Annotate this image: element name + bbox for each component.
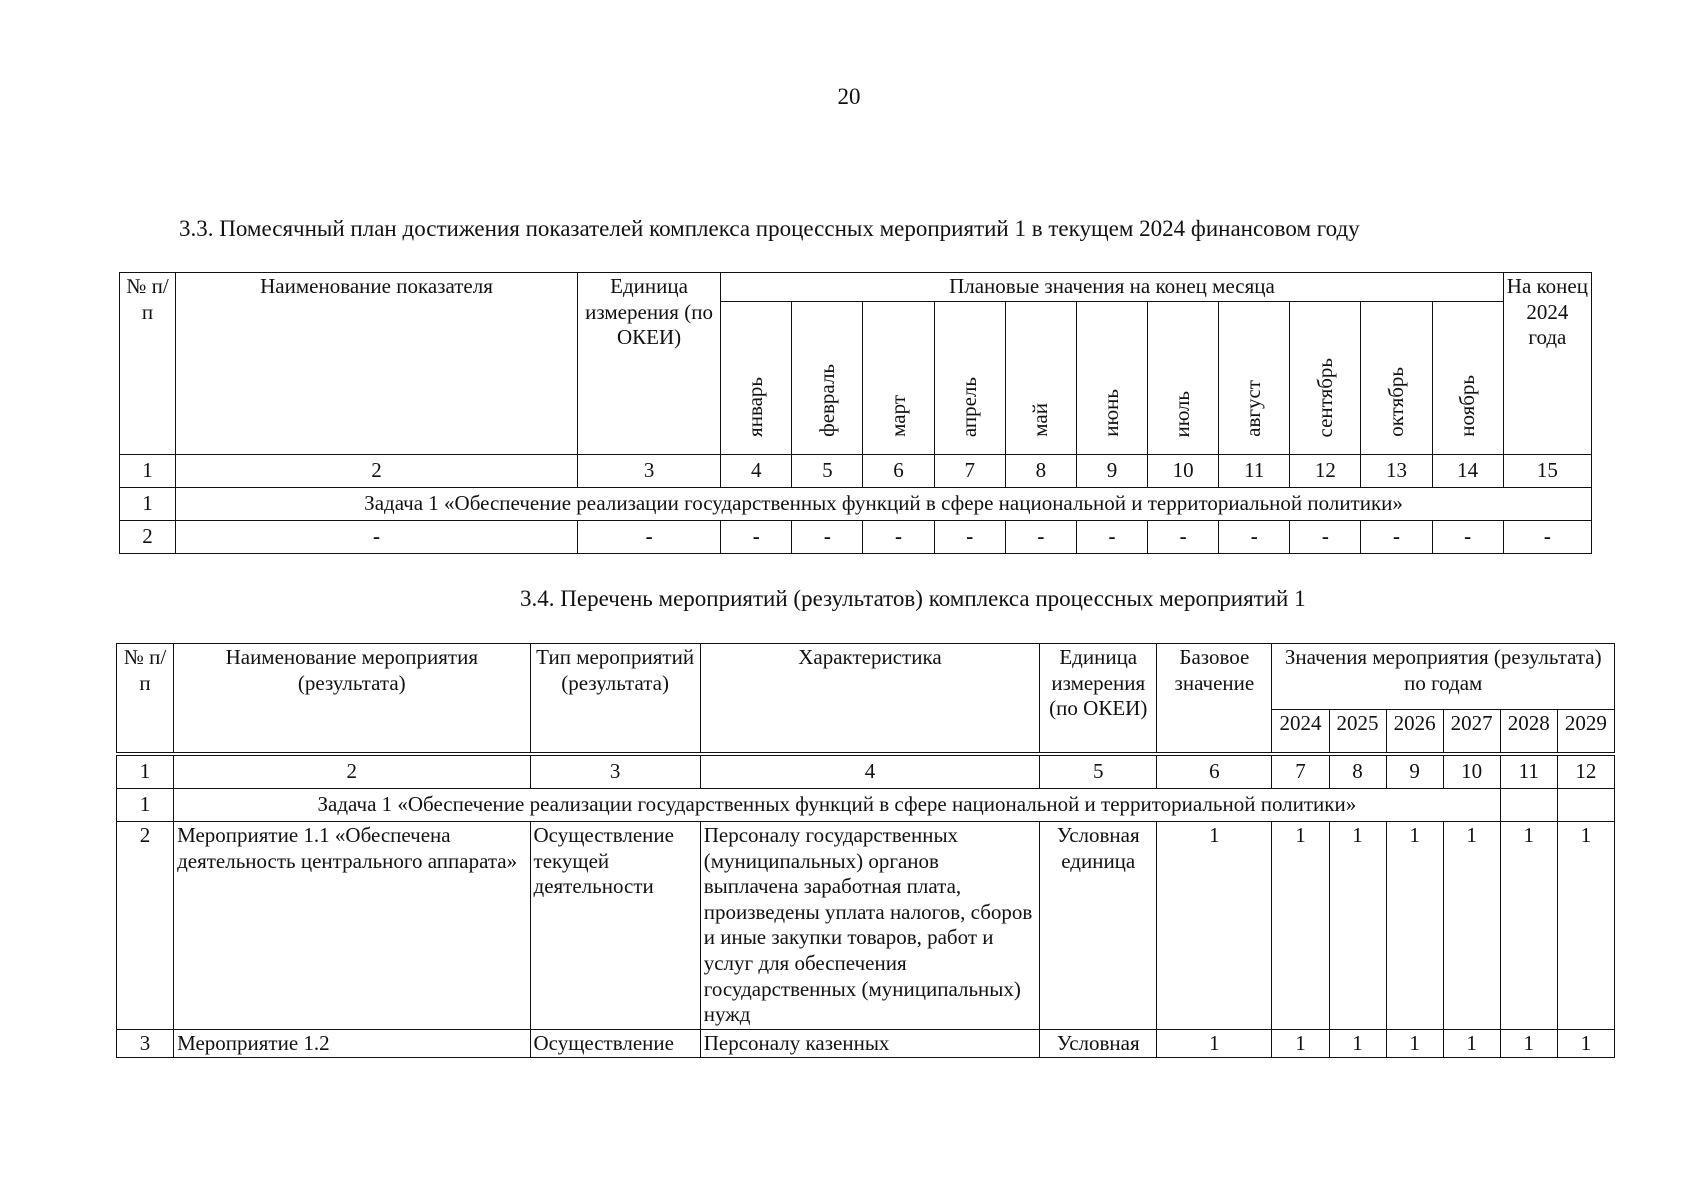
page-number: 20 bbox=[837, 84, 861, 109]
activity-characteristic: Персоналу казенных bbox=[700, 1029, 1039, 1058]
column-number: 6 bbox=[1157, 756, 1272, 789]
column-number: 3 bbox=[577, 454, 720, 487]
month-header: июнь bbox=[1076, 301, 1147, 454]
year-value: 1 bbox=[1443, 1029, 1500, 1058]
year-value: 1 bbox=[1272, 822, 1329, 1030]
table-cell: - bbox=[934, 520, 1005, 553]
task-row bbox=[120, 487, 1592, 520]
table-row bbox=[117, 1029, 1615, 1058]
table-cell: - bbox=[1503, 520, 1591, 553]
table-cell: - bbox=[792, 520, 863, 553]
column-number: 5 bbox=[1040, 756, 1157, 789]
column-number: 11 bbox=[1500, 756, 1557, 789]
column-number: 1 bbox=[120, 454, 176, 487]
month-header: апрель bbox=[934, 301, 1005, 454]
header-base-value: Базовое значение bbox=[1157, 644, 1272, 753]
year-header: 2027 bbox=[1443, 710, 1500, 753]
task-text: Задача 1 «Обеспечение реализации государственных функций в сфере национальной и территориальной политики» bbox=[176, 487, 1592, 520]
header-unit: Единица измерения (по ОКЕИ) bbox=[577, 273, 720, 455]
month-header: февраль bbox=[792, 301, 863, 454]
row-number: 1 bbox=[117, 789, 174, 822]
year-value: 1 bbox=[1386, 822, 1443, 1030]
column-number: 10 bbox=[1148, 454, 1219, 487]
header-indicator-name: Наименование показателя bbox=[176, 273, 578, 455]
column-number: 9 bbox=[1386, 756, 1443, 789]
header-characteristic: Характеристика bbox=[700, 644, 1039, 753]
month-header: июль bbox=[1148, 301, 1219, 454]
column-number: 7 bbox=[1272, 756, 1329, 789]
column-number: 8 bbox=[1005, 454, 1076, 487]
year-header: 2028 bbox=[1500, 710, 1557, 753]
table-row bbox=[117, 822, 1615, 1030]
activity-type: Осуществление текущей деятельности bbox=[530, 822, 700, 1030]
activities-table bbox=[116, 643, 1615, 1058]
activity-characteristic: Персоналу государственных (муниципальных) органов выплачена заработная плата, произведены уплата налогов, сборов и иные закупки товаров, работ и услуг для обеспечения государственных (муниципальных) нужд bbox=[700, 822, 1039, 1030]
year-header: 2024 bbox=[1272, 710, 1329, 753]
column-number: 15 bbox=[1503, 454, 1591, 487]
activity-name: Мероприятие 1.2 bbox=[174, 1029, 530, 1058]
column-number: 10 bbox=[1443, 756, 1500, 789]
column-number: 11 bbox=[1219, 454, 1290, 487]
row-number: 3 bbox=[117, 1029, 174, 1058]
column-number: 4 bbox=[721, 454, 792, 487]
header-plan-values: Плановые значения на конец месяца bbox=[721, 273, 1504, 302]
task-text: Задача 1 «Обеспечение реализации государственных функций в сфере национальной и территориальной политики» bbox=[174, 789, 1501, 822]
column-number: 12 bbox=[1290, 454, 1361, 487]
table-cell: - bbox=[1219, 520, 1290, 553]
monthly-plan-table bbox=[119, 272, 1592, 554]
column-number: 6 bbox=[863, 454, 934, 487]
column-number: 8 bbox=[1329, 756, 1386, 789]
row-number: 2 bbox=[120, 520, 176, 553]
column-number: 9 bbox=[1076, 454, 1147, 487]
year-value: 1 bbox=[1500, 1029, 1557, 1058]
column-number: 5 bbox=[792, 454, 863, 487]
table-cell: - bbox=[1361, 520, 1432, 553]
header-num: № п/п bbox=[117, 644, 174, 753]
column-number: 4 bbox=[700, 756, 1039, 789]
table-cell: - bbox=[1005, 520, 1076, 553]
year-value: 1 bbox=[1443, 822, 1500, 1030]
section-3-3-title: 3.3. Помесячный план достижения показателей комплекса процессных мероприятий 1 в текущем 2024 финансовом году bbox=[179, 216, 1360, 241]
task-row bbox=[117, 789, 1615, 822]
year-value: 1 bbox=[1500, 822, 1557, 1030]
column-number: 7 bbox=[934, 454, 1005, 487]
year-value: 1 bbox=[1557, 822, 1614, 1030]
month-header: май bbox=[1005, 301, 1076, 454]
year-value: 1 bbox=[1386, 1029, 1443, 1058]
header-activity-name: Наименование мероприятия (результата) bbox=[174, 644, 530, 753]
column-number: 14 bbox=[1432, 454, 1503, 487]
unit: Условная bbox=[1040, 1029, 1157, 1058]
month-header: ноябрь bbox=[1432, 301, 1503, 454]
unit: Условная единица bbox=[1040, 822, 1157, 1030]
month-header: август bbox=[1219, 301, 1290, 454]
year-header: 2029 bbox=[1557, 710, 1614, 753]
table-cell: - bbox=[1290, 520, 1361, 553]
table-cell: - bbox=[1148, 520, 1219, 553]
activity-name: Мероприятие 1.1 «Обеспечена деятельность центрального аппарата» bbox=[174, 822, 530, 1030]
year-value: 1 bbox=[1329, 822, 1386, 1030]
header-activity-type: Тип мероприятий (результата) bbox=[530, 644, 700, 753]
header-num: № п/п bbox=[120, 273, 176, 455]
column-number: 2 bbox=[174, 756, 530, 789]
year-value: 1 bbox=[1557, 1029, 1614, 1058]
column-numbers-row bbox=[117, 756, 1615, 789]
row-number: 2 bbox=[117, 822, 174, 1030]
table-cell: - bbox=[577, 520, 720, 553]
table-cell: - bbox=[721, 520, 792, 553]
table-cell: - bbox=[1076, 520, 1147, 553]
column-number: 1 bbox=[117, 756, 174, 789]
year-header: 2026 bbox=[1386, 710, 1443, 753]
table-cell: - bbox=[1432, 520, 1503, 553]
column-number: 2 bbox=[176, 454, 578, 487]
month-header: октябрь bbox=[1361, 301, 1432, 454]
base-value: 1 bbox=[1157, 822, 1272, 1030]
header-end-year: На конец 2024 года bbox=[1503, 273, 1591, 455]
month-header: март bbox=[863, 301, 934, 454]
column-number: 13 bbox=[1361, 454, 1432, 487]
table-cell: - bbox=[863, 520, 934, 553]
year-value: 1 bbox=[1329, 1029, 1386, 1058]
section-3-4-title: 3.4. Перечень мероприятий (результатов) комплекса процессных мероприятий 1 bbox=[520, 586, 1306, 611]
activity-type: Осуществление bbox=[530, 1029, 700, 1058]
year-header: 2025 bbox=[1329, 710, 1386, 753]
month-header: январь bbox=[721, 301, 792, 454]
column-number: 12 bbox=[1557, 756, 1614, 789]
table-cell: - bbox=[176, 520, 578, 553]
header-values-by-year: Значения мероприятия (результата) по годам bbox=[1272, 644, 1615, 710]
month-header: сентябрь bbox=[1290, 301, 1361, 454]
base-value: 1 bbox=[1157, 1029, 1272, 1058]
row-number: 1 bbox=[120, 487, 176, 520]
column-numbers-row bbox=[120, 454, 1592, 487]
year-value: 1 bbox=[1272, 1029, 1329, 1058]
header-unit: Единица измерения (по ОКЕИ) bbox=[1040, 644, 1157, 753]
column-number: 3 bbox=[530, 756, 700, 789]
table-row bbox=[120, 520, 1592, 553]
